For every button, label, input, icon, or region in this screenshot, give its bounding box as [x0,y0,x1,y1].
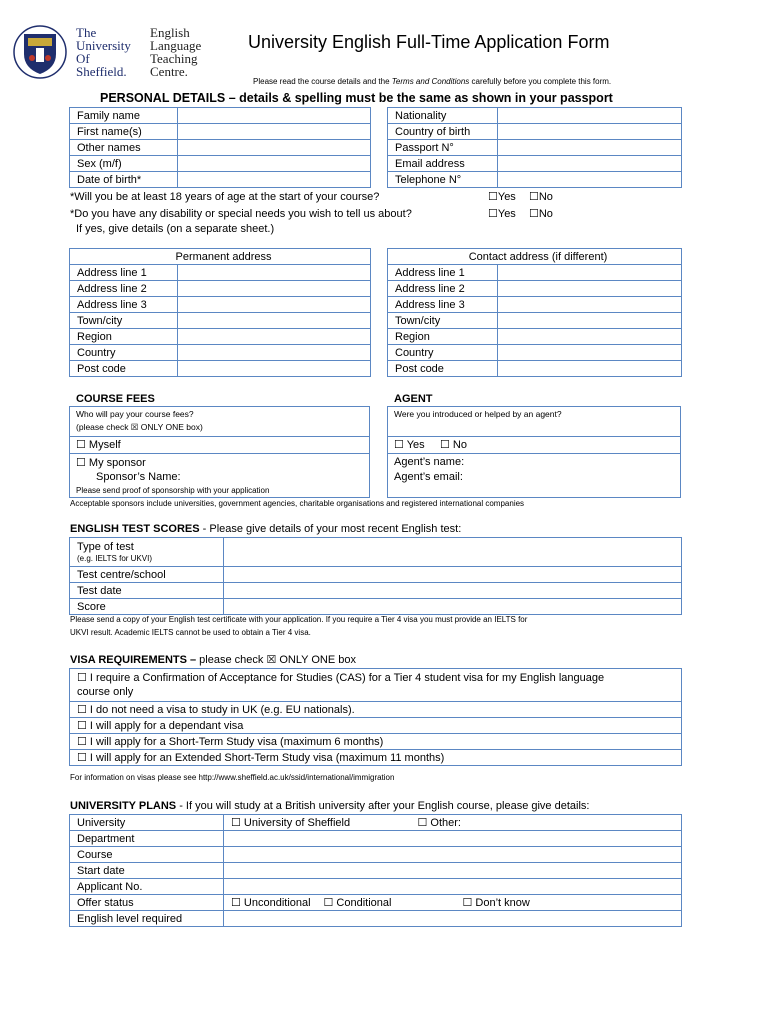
offer-conditional-checkbox[interactable]: ☐ Conditional [323,896,392,909]
logo-line: Of [76,51,90,66]
applicant-number-input[interactable] [224,879,682,895]
personal-right-table [387,107,682,188]
agent-question: Were you introduced or helped by an agent? [394,409,562,419]
contact-address-table [387,248,682,377]
english-test-note-1: Please send a copy of your English test certificate with your application. If you require a Tier 4 visa you must provide an IELTS for [70,615,528,624]
contact-country-input[interactable] [498,345,682,361]
sponsor-proof-note: Please send proof of sponsorship with your application [76,486,270,495]
visa-option-extended[interactable]: ☐ I will apply for an Extended Short-Term Study visa (maximum 11 months) [70,750,682,766]
divider [69,453,370,454]
field-label: University [70,815,224,831]
age-yes-checkbox[interactable]: ☐Yes [488,191,516,203]
university-logo-text [76,26,131,78]
field-label: Region [70,329,178,345]
university-plans-heading-bold: UNIVERSITY PLANS [70,800,177,812]
intro-post: carefully before you complete this form. [469,77,612,86]
field-label: Address line 3 [70,297,178,313]
other-names-input[interactable] [178,140,371,156]
field-label: Country [388,345,498,361]
sponsor-name-label: Sponsor’s Name: [96,471,181,483]
field-label: English level required [70,911,224,927]
visa-heading-bold: VISA REQUIREMENTS – [70,654,197,666]
logo-line: Sheffield. [76,64,127,79]
field-label: Nationality [388,108,498,124]
offer-dont-know-checkbox[interactable]: ☐ Don’t know [462,896,530,909]
field-label: Address line 2 [388,281,498,297]
field-label: Address line 3 [388,297,498,313]
university-choice-cell [224,815,682,831]
divider [387,453,681,454]
english-test-heading-bold: ENGLISH TEST SCORES [70,523,200,535]
field-label: Address line 1 [70,265,178,281]
field-label: Region [388,329,498,345]
field-label: Sex (m/f) [70,156,178,172]
field-label: Passport N° [388,140,498,156]
fees-myself-checkbox[interactable]: ☐ Myself [76,439,121,451]
english-test-note-2: UKVI result. Academic IELTS cannot be used to obtain a Tier 4 visa. [70,628,311,637]
perm-town-input[interactable] [178,313,371,329]
fees-sponsor-checkbox[interactable]: ☐ My sponsor [76,457,146,469]
field-label: Other names [70,140,178,156]
visa-option-cas[interactable] [70,669,682,702]
disability-no-checkbox[interactable]: ☐No [529,208,553,220]
perm-postcode-input[interactable] [178,361,371,377]
perm-address-line3-input[interactable] [178,297,371,313]
date-of-birth-input[interactable] [178,172,371,188]
contact-postcode-input[interactable] [498,361,682,377]
agent-name-label: Agent’s name: [394,456,465,468]
field-label: Test centre/school [70,567,224,583]
permanent-address-table [69,248,371,377]
centre-line: Teaching [150,51,198,66]
field-label: Country [70,345,178,361]
age-no-checkbox[interactable]: ☐No [529,191,553,203]
field-label: Applicant No. [70,879,224,895]
field-label: Score [70,599,224,615]
university-plans-heading-rest: - If you will study at a British university after your English course, please give details: [176,800,590,812]
contact-address-line3-input[interactable] [498,297,682,313]
divider [387,436,681,437]
intro-pre: Please read the course details and the [253,77,392,86]
page-title: University English Full-Time Application Form [248,32,610,52]
english-test-heading [70,522,461,536]
agent-yes-checkbox[interactable]: ☐ Yes [394,439,425,451]
telephone-input[interactable] [498,172,682,188]
agent-heading: AGENT [394,393,433,405]
field-label: Post code [388,361,498,377]
agent-no-checkbox[interactable]: ☐ No [440,439,467,451]
perm-region-input[interactable] [178,329,371,345]
visa-option-cas-line2: course only [77,686,134,698]
disability-question: *Do you have any disability or special needs you wish to tell us about? [70,208,412,220]
centre-line: Centre. [150,64,188,79]
logo-line: University [76,38,131,53]
university-plans-heading [70,799,589,813]
field-label: Start date [70,863,224,879]
centre-line: Language [150,38,202,53]
field-label: First name(s) [70,124,178,140]
contact-town-input[interactable] [498,313,682,329]
university-crest [12,24,68,80]
sex-input[interactable] [178,156,371,172]
department-input[interactable] [224,831,682,847]
fees-question: Who will pay your course fees? [76,409,194,419]
contact-region-input[interactable] [498,329,682,345]
type-of-test-cell [70,538,224,567]
english-test-table [69,537,682,615]
visa-table [69,668,682,766]
logo-line: The [76,25,97,40]
centre-line: English [150,25,190,40]
disability-yes-checkbox[interactable]: ☐Yes [488,208,516,220]
test-date-input[interactable] [224,583,682,599]
offer-status-cell [224,895,682,911]
email-input[interactable] [498,156,682,172]
offer-unconditional-checkbox[interactable]: ☐ Unconditional [231,896,311,909]
perm-address-line1-input[interactable] [178,265,371,281]
visa-option-short-term[interactable]: ☐ I will apply for a Short-Term Study visa (maximum 6 months) [70,734,682,750]
contact-address-line1-input[interactable] [498,265,682,281]
field-label: Address line 2 [70,281,178,297]
field-label: Family name [70,108,178,124]
intro-text [253,77,611,87]
start-date-input[interactable] [224,863,682,879]
english-level-input[interactable] [224,911,682,927]
field-label: Email address [388,156,498,172]
fees-check-note: (please check ☒ ONLY ONE box) [76,422,203,432]
university-plans-table [69,814,682,927]
visa-option-cas-line1: ☐ I require a Confirmation of Acceptance for Studies (CAS) for a Tier 4 student visa for my English language [77,672,605,684]
visa-option-no-visa[interactable]: ☐ I do not need a visa to study in UK (e.g. EU nationals). [70,702,682,718]
field-label: Offer status [70,895,224,911]
disability-details-note: If yes, give details (on a separate sheet.) [76,223,275,235]
type-of-test-label: Type of test [77,541,134,553]
field-label: Department [70,831,224,847]
field-label: Date of birth* [70,172,178,188]
contact-address-title: Contact address (if different) [388,249,682,265]
acceptable-sponsors-note: Acceptable sponsors include universities, government agencies, charitable organisations and registered international companies [70,499,525,508]
type-of-test-input[interactable] [224,538,682,567]
visa-heading [70,653,356,667]
course-input[interactable] [224,847,682,863]
english-test-heading-rest: - Please give details of your most recent English test: [199,523,462,535]
personal-details-heading: PERSONAL DETAILS – details & spelling must be the same as shown in your passport [100,91,613,105]
passport-number-input[interactable] [498,140,682,156]
field-label: Course [70,847,224,863]
field-label: Test date [70,583,224,599]
divider [69,436,370,437]
permanent-address-title: Permanent address [70,249,371,265]
field-label: Address line 1 [388,265,498,281]
perm-country-input[interactable] [178,345,371,361]
score-input[interactable] [224,599,682,615]
first-names-input[interactable] [178,124,371,140]
field-label: Town/city [388,313,498,329]
field-label: Country of birth [388,124,498,140]
field-label: Post code [70,361,178,377]
terms-link[interactable]: Terms and Conditions [391,77,470,86]
family-name-input[interactable] [178,108,371,124]
contact-address-line2-input[interactable] [498,281,682,297]
course-fees-heading: COURSE FEES [76,393,155,405]
country-of-birth-input[interactable] [498,124,682,140]
visa-option-dependant[interactable]: ☐ I will apply for a dependant visa [70,718,682,734]
personal-left-table [69,107,371,188]
test-centre-input[interactable] [224,567,682,583]
agent-email-label: Agent’s email: [394,471,463,483]
uni-sheffield-checkbox[interactable]: ☐ University of Sheffield [231,816,351,829]
field-label: Telephone N° [388,172,498,188]
uni-other-checkbox[interactable]: ☐ Other: [417,816,461,829]
centre-logo-text [150,26,201,78]
age-question: *Will you be at least 18 years of age at the start of your course? [70,191,380,203]
visa-heading-rest: please check ☒ ONLY ONE box [196,654,356,666]
visa-info-link[interactable]: For information on visas please see http://www.sheffield.ac.uk/ssid/international/immigration [70,773,395,782]
nationality-input[interactable] [498,108,682,124]
perm-address-line2-input[interactable] [178,281,371,297]
field-label: Town/city [70,313,178,329]
type-of-test-example: (e.g. IELTS for UKVI) [77,554,152,563]
